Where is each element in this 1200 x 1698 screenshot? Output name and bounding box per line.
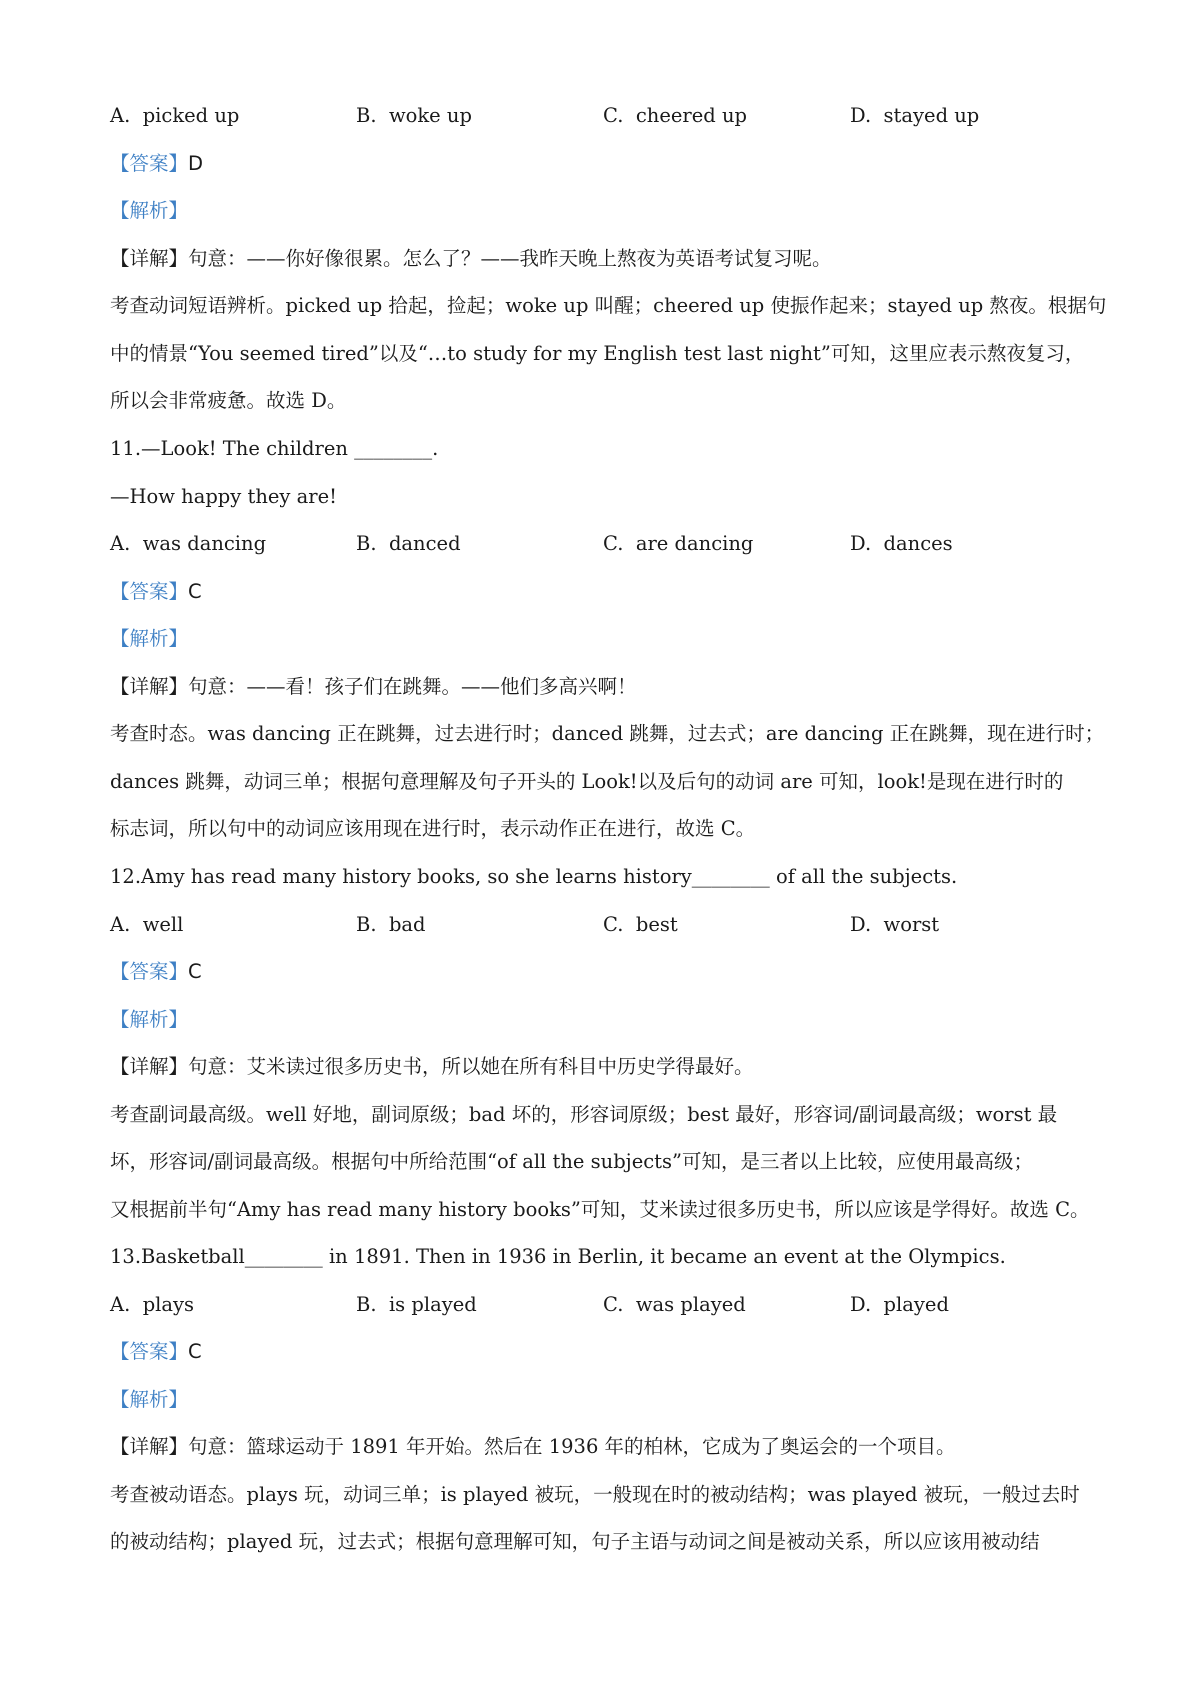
q12-answer	[110, 958, 1110, 986]
q12-option-d: D. worst	[850, 913, 940, 936]
q13-option-d: D. played	[850, 1293, 949, 1316]
q10-detail-line: 中的情景“You seemed tired”以及“…to study for my English test last night”可知，这里应表示熬夜复习，	[110, 342, 1085, 365]
q13-analysis-label: 【解析】	[110, 1388, 189, 1411]
q10-answer	[110, 150, 1110, 178]
q10-detail-line: 所以会非常疲惫。故选 D。	[110, 389, 347, 412]
q12-detail-line: 【详解】句意：艾米读过很多历史书，所以她在所有科目中历史学得最好。	[110, 1055, 754, 1078]
q10-option-a: A. picked up	[110, 104, 240, 127]
answer-value: C	[188, 960, 202, 983]
detail-label: 【详解】	[110, 675, 189, 698]
q12-detail-line: 考查副词最高级。well 好地，副词原级；bad 坏的，形容词原级；best 最好，形容词/副词最高级；worst 最	[110, 1103, 1058, 1126]
q13-option-b: B. is played	[356, 1293, 477, 1316]
q11-option-a: A. was dancing	[110, 532, 267, 555]
q11-stem: 11.—Look! The children ________.	[110, 437, 439, 460]
q11-analysis-label: 【解析】	[110, 627, 189, 650]
q11-option-d: D. dances	[850, 532, 953, 555]
answer-label: 【答案】	[110, 152, 189, 175]
q13-answer	[110, 1338, 1110, 1366]
q10-detail-line: 考查动词短语辨析。picked up 拾起，捡起；woke up 叫醒；cheered up 使振作起来；stayed up 熬夜。根据句	[110, 294, 1107, 317]
q11-stem: —How happy they are!	[110, 485, 337, 508]
q10-option-d: D. stayed up	[850, 104, 980, 127]
q13-detail-line: 考查被动语态。plays 玩，动词三单；is played 被玩，一般现在时的被动结构；was played 被玩，一般过去时	[110, 1483, 1080, 1506]
q13-detail-line: 【详解】句意：篮球运动于 1891 年开始。然后在 1936 年的柏林，它成为了奥运会的一个项目。	[110, 1435, 956, 1458]
q10-option-b: B. woke up	[356, 104, 472, 127]
q11-detail-line: 标志词，所以句中的动词应该用现在进行时，表示动作正在进行，故选 C。	[110, 817, 756, 840]
q11-answer	[110, 578, 1110, 606]
q13-option-c: C. was played	[603, 1293, 746, 1316]
q10-option-c: C. cheered up	[603, 104, 747, 127]
q13-option-a: A. plays	[110, 1293, 195, 1316]
q12-option-c: C. best	[603, 913, 678, 936]
q11-option-b: B. danced	[356, 532, 461, 555]
answer-value: C	[188, 1340, 202, 1363]
q12-analysis-label: 【解析】	[110, 1008, 189, 1031]
answer-value: D	[188, 152, 204, 175]
detail-label: 【详解】	[110, 1055, 189, 1078]
detail-label: 【详解】	[110, 1435, 189, 1458]
q12-detail-line: 坏，形容词/副词最高级。根据句中所给范围“of all the subjects”可知，是三者以上比较，应使用最高级；	[110, 1150, 1033, 1173]
q13-stem: 13.Basketball________ in 1891. Then in 1936 in Berlin, it became an event at the Olympics.	[110, 1245, 1006, 1268]
q10-detail-line: 【详解】句意：——你好像很累。怎么了？——我昨天晚上熬夜为英语考试复习呢。	[110, 247, 832, 270]
detail-label: 【详解】	[110, 247, 189, 270]
q12-stem: 12.Amy has read many history books, so she learns history________ of all the subjects.	[110, 865, 958, 888]
q12-detail-line: 又根据前半句“Amy has read many history books”可知，艾米读过很多历史书，所以应该是学得好。故选 C。	[110, 1198, 1090, 1221]
q12-option-b: B. bad	[356, 913, 426, 936]
q10-analysis-label: 【解析】	[110, 199, 189, 222]
answer-label: 【答案】	[110, 960, 189, 983]
q12-option-a: A. well	[110, 913, 184, 936]
q11-detail-line: 考查时态。was dancing 正在跳舞，过去进行时；danced 跳舞，过去式；are dancing 正在跳舞，现在进行时；	[110, 722, 1105, 745]
q11-detail-line: dances 跳舞，动词三单；根据句意理解及句子开头的 Look!以及后句的动词 are 可知，look!是现在进行时的	[110, 770, 1064, 793]
q11-detail-line: 【详解】句意：——看！孩子们在跳舞。——他们多高兴啊！	[110, 675, 637, 698]
q11-option-c: C. are dancing	[603, 532, 754, 555]
q13-detail-line: 的被动结构；played 玩，过去式；根据句意理解可知，句子主语与动词之间是被动关系，所以应该用被动结	[110, 1530, 1040, 1553]
answer-value: C	[188, 580, 202, 603]
answer-label: 【答案】	[110, 1340, 189, 1363]
answer-label: 【答案】	[110, 580, 189, 603]
